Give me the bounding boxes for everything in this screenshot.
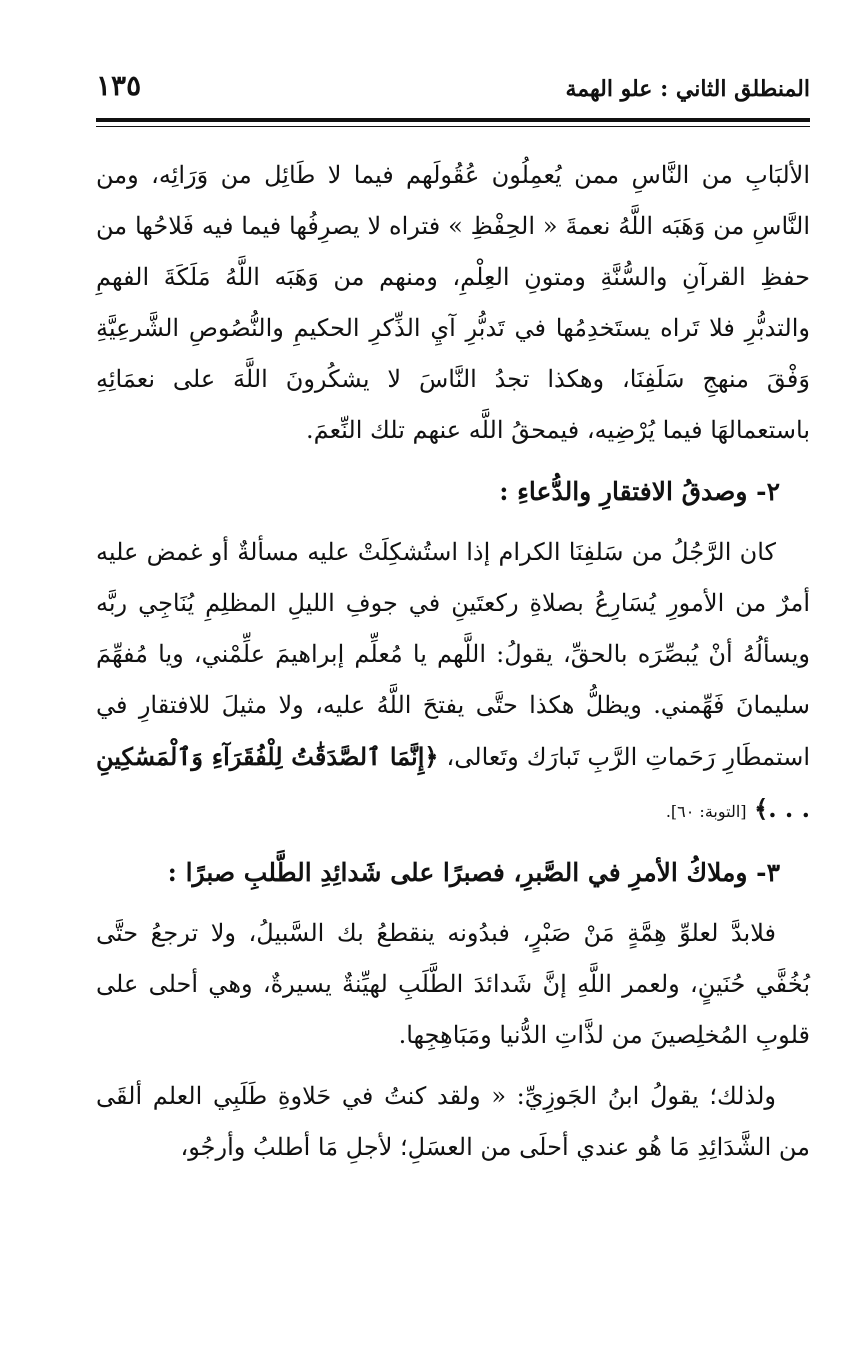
paragraph-2 xyxy=(96,527,810,837)
quran-reference: [التوبة: ٦٠]. xyxy=(665,802,747,821)
quran-open-bracket: ﴿ xyxy=(424,742,439,771)
page-body xyxy=(96,150,810,1173)
paragraph-4: ولذلك؛ يقولُ ابنُ الجَوزِيِّ: « ولقد كنتُ في حَلاوةِ طَلَبِي العلم ألقَى من الشَّدَائِدِ مَا هُو عندي أحلَى من العسَلِ؛ لأجلِ مَا أطلبُ وأرجُو، xyxy=(96,1082,810,1161)
quran-verse: إِنَّمَا ٱلصَّدَقَٰتُ لِلْفُقَرَآءِ وَٱلْمَسَٰكِينِ . . . xyxy=(96,742,810,823)
section-heading-2: ٢- وصدقُ الافتقارِ والدُّعاءِ : xyxy=(499,477,780,506)
paragraph-2-text: كان الرَّجُلُ من سَلفِنَا الكرام إذا استُشكِلَتْ عليه مسألةٌ أو غمض عليه أمرٌ من الأمورِ يُسَارِعُ بصلاةِ ركعتَينِ في جوفِ الليلِ المظلِمِ يُنَاجِي ربَّه ويسألُهُ أنْ يُبصِّرَه بالحقِّ، يقولُ: اللَّهم يا مُعلِّم إبراهيمَ علِّمْني، ويا مُفهِّمَ سليمانَ فَهِّمني. ويظلُّ هكذا حتَّى يفتحَ اللَّهُ عليه، ولا مثيلَ للافتقارِ في استمطَارِ رَحَماتِ الرَّبِ تَبارَك وتَعالى، xyxy=(96,538,810,771)
quran-close-bracket: ﴾ xyxy=(754,794,769,823)
paragraph-3: فلابدَّ لعلوِّ هِمَّةٍ مَنْ صَبْرٍ، فبدُونه ينقطعُ بك السَّبيلُ، ولا ترجعُ حتَّى بُخُفَّي حُنَينٍ، ولعمر اللَّهِ إنَّ شَدائدَ الطَّلَبِ لهيِّنةٌ يسيرةٌ، وهي أحلى على قلوبِ المُخلِصينَ من لذَّاتِ الدُّنيا ومَبَاهِجِها. xyxy=(96,919,810,1049)
header-rule-thick xyxy=(96,118,810,122)
running-title: المنطلق الثاني : علو الهمة xyxy=(565,76,810,102)
section-heading-3: ٣- وملاكُ الأمرِ في الصَّبرِ، فصبرًا على شَدائِدِ الطَّلبِ صبرًا : xyxy=(167,858,780,887)
paragraph-1: الألبَابِ من النَّاسِ ممن يُعمِلُون عُقُولَهم فيما لا طَائِل من وَرَائِه، ومن النَّاسِ من وَهَبَه اللَّهُ نعمةَ « الحِفْظِ » فتراه لا يصرِفُها فيما فيه فَلاحُها من حفظِ القرآنِ والسُّنَّةِ ومتونِ العِلْمِ، ومنهم من وَهَبَه اللَّهُ مَلَكَةَ الفهمِ والتدبُّرِ فلا تَراه يستَخدِمُها في تَدبُّرِ آيِ الذِّكرِ الحكيمِ والنُّصُوصِ الشَّرعِيَّةِ وَفْقَ منهجِ سَلَفِنَا، وهكذا تجدُ النَّاسَ لا يشكُرونَ اللَّهَ على نعمَائِهِ باستعمالهَا فيما يُرْضِيه، فيمحقُ اللَّه عنهم تلك النِّعمَ. xyxy=(96,161,810,444)
header-rule-thin xyxy=(96,126,810,127)
page-number: ١٣٥ xyxy=(96,69,142,102)
page-header xyxy=(96,62,810,102)
